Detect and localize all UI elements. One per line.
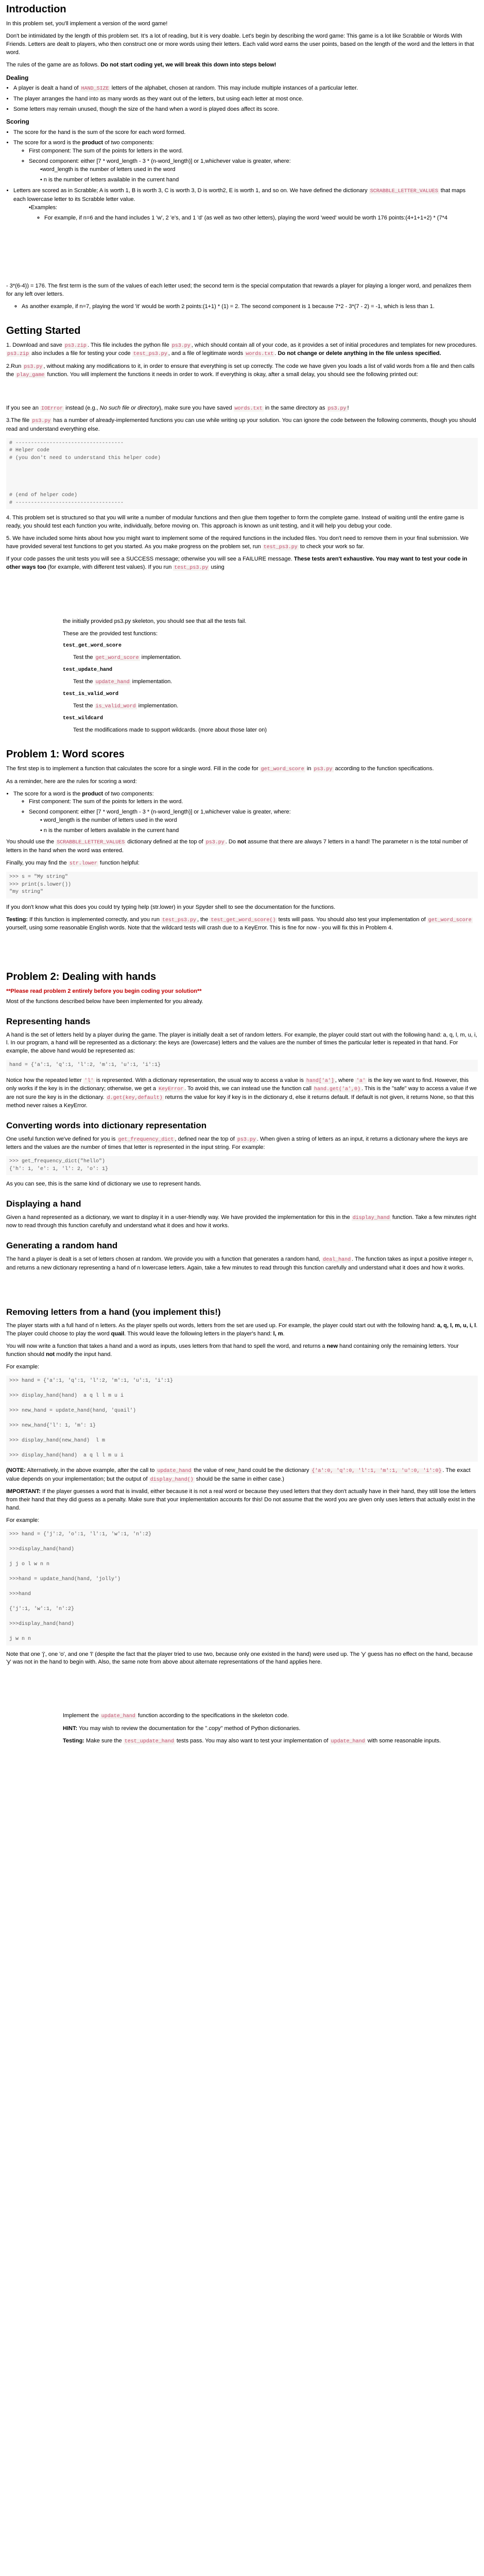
representing-hands-heading: Representing hands	[6, 1016, 91, 1026]
example-1: ◦ For example, if n=6 and the hand includes 1 'w', 2 'e's, and 1 'd' (as well as two other letters), playing the word 'weed' would be worth 176 points:(4+1+1+2) * (7*4	[44, 214, 478, 223]
intro-p2: Don't be intimidated by the length of this problem set. It's a lot of reading, but it is very doable. Let's begin by describing the word game: This game is a lot like Scrabble or Words With Friends. Letters are dealt to players, who then construct one or more words using their letters. Each valid word earns the user points, based on the length of the word and the letters in that word.	[6, 32, 474, 56]
p2-warning: **Please read problem 2 entirely before you begin coding your solution**	[6, 988, 202, 995]
gs-step-9: These are the provided test functions:	[63, 630, 158, 637]
intro-p1: In this problem set, you'll implement a version of the word game!	[6, 21, 168, 27]
intro-p3: The rules of the game are as follows. Do not start coding yet, we will break this down into steps below!	[6, 61, 276, 68]
scoring-rule-1: • The score for the hand is the sum of the score for each word formed.	[13, 129, 478, 137]
rep-para-1: A hand is the set of letters held by a player during the game. The player is initially dealt a set of random letters. For example, the player could start out with the following hand: a, q, l, m, u, i, l. In our program, a hand will be represented as a dictionary: the keys are (lowercase) letters and the values are the number of times the particular letter is repeated in that hand. For example, the above hand would be represented as:	[6, 1031, 477, 1055]
disp-para-1: Given a hand represented as a dictionary, we want to display it in a user-friendly way. We have provided the implementation for this in the display_hand function. Take a few minutes right now to read through this function carefully and understand what it does and how it works.	[6, 1214, 476, 1229]
scoring-second-component: ◦ Second component: either [7 * word_length - 3 * (n-word_length)] or 1,whichever value is greater, where: •word_length is the number of letters used in the word • n is the number of letters available in the current hand	[29, 158, 478, 184]
rem-para-7: Note that one 'j', one 'o', and one 'l' (despite the fact that the player tried to use two, because only one existed in the hand) were used up. The 'y' guess has no effect on the hand, because 'y' was not in the hand to begin with. Also, the same note from above about alternate representations of the hand applies here.	[6, 1651, 473, 1666]
jolly-code-block: >>> hand = {'j':2, 'o':1, 'l':1, 'w':1, 'n':2} >>>display_hand(hand) j j o l w n n >>>hand = update_hand(hand, 'jolly') >>>hand {'j':1, 'w':1, 'n':2} >>>display_hand(hand) j w n n	[6, 1529, 478, 1646]
test-desc-2: Test the update_hand implementation.	[73, 679, 172, 686]
scoring-dash-2: • n is the number of letters available in the current hand	[40, 176, 179, 183]
test-desc-1: Test the get_word_score implementation.	[73, 654, 182, 662]
p1-rule-1: • The score for a word is the product of two components: ◦ First component: The sum of the points for letters in the word. ◦ Second component: either [7 * word_length - 3 * (n-word_length)] or 1,whichever value is greater, where: • word_length is the number of letters used in the word • n is the number of letters available in the current hand	[13, 790, 478, 836]
getting-started-title: Getting Started	[6, 325, 81, 336]
examples-label: •Examples:	[29, 204, 58, 211]
rem-para-5: IMPORTANT: If the player guesses a word that is invalid, either because it is not a real word or because they used letters that they don't actually have in their hand, they still lose the letters from their hand that they did guess as a penalty. Make sure that your implementation accounts for this! Do not assume that the word you are given only uses letters that actually exist in the hand.	[6, 1488, 476, 1512]
lower-code-block: >>> s = "My string" >>> print(s.lower()) "my string"	[6, 872, 478, 899]
gs-step-5: 4. This problem set is structured so that you will write a number of modular functions and then glue them together to form the complete game. Instead of waiting until the entire game is ready, you should test each function you write, individually, before moving on. This approach is known as unit testing, and it will help you debug your code.	[6, 515, 464, 529]
test-desc-4: Test the modifications made to support wildcards. (more about those later on)	[73, 727, 267, 734]
gs-step-4: 3.The file ps3.py has a number of already-implemented functions you can use while writing up your solution. You can ignore the code between the following comments, though you should read and understand everything else.	[6, 417, 476, 432]
scoring-rule-3: • Letters are scored as in Scrabble; A is worth 1, B is worth 3, C is worth 3, D is worth2, E is worth 1, and so on. We have defined the dictionary SCRABBLE_LETTER_VALUES that maps each lowercase letter to its Scrabble letter value. •Examples: ◦ For example, if n=6 and the hand includes 1 'w', 2 'e's, and 1 'd' (as well as two other letters), playing the word 'weed' would be worth 176 points:(4+1+1+2) * (7*4	[13, 187, 478, 222]
rem-para-3: For example:	[6, 1363, 40, 1370]
test-name-2: test_update_hand	[63, 667, 113, 673]
problem-1-title: Problem 1: Word scores	[6, 749, 125, 760]
p1-para-4: Finally, you may find the str.lower function helpful:	[6, 859, 140, 867]
gs-step-8: the initially provided ps3.py skeleton, you should see that all the tests fail.	[63, 618, 247, 624]
gs-step-3: If you see an IOError instead (e.g., No such file or directory), make sure you have saved words.txt in the same directory as ps3.py !	[6, 404, 349, 412]
dealing-rule-1: • A player is dealt a hand of HAND_SIZE letters of the alphabet, chosen at random. This may include multiple instances of a particular letter.	[13, 84, 478, 93]
dealing-list	[6, 84, 478, 113]
rep-para-2: Notice how the repeated letter 'l' is represented. With a dictionary representation, the usual way to access a value is hand['a'] , where 'a' is the key we want to find. However, this only works if the key is in the dictionary; otherwise, we get a KeyError . To avoid this, we can instead use the function call hand.get('a',0) . This is the "safe" way to access a value if we are not sure the key is in the dictionary. d.get(key,default) returns the value for key if key is in the dictionary d, else it returns default. If default is not given, it returns None, so that this method never raises a KeyError.	[6, 1077, 477, 1109]
generating-hand-heading: Generating a random hand	[6, 1241, 118, 1251]
displaying-hand-heading: Displaying a hand	[6, 1199, 81, 1209]
problem-2-title: Problem 2: Dealing with hands	[6, 971, 157, 983]
p1-para-3: You should use the SCRABBLE_LETTER_VALUES dictionary defined at the top of ps3.py . Do not assume that there are always 7 letters in a hand! The parameter n is the total number of letters in the hand when the word was entered.	[6, 839, 468, 854]
scoring-list	[6, 129, 478, 223]
scoring-rule-2: • The score for a word is the product of two components: ◦ First component: The sum of the points for letters in the word. ◦ Second component: either [7 * word_length - 3 * (n-word_length)] or 1,whichever value is greater, where: •word_length is the number of letters used in the word • n is the number of letters available in the current hand	[13, 139, 478, 184]
p1-para-5: If you don't know what this does you could try typing help (str.lower) in your Spyder shell to see the documentation for the functions.	[6, 904, 336, 910]
impl-para-3: Testing: Make sure the test_update_hand tests pass. You may also want to test your implementation of update_hand with some reasonable inputs.	[63, 1737, 441, 1744]
p1-para-1: The first step is to implement a function that calculates the score for a single word. Fill in the code for get_word_score in ps3.py according to the function specifications.	[6, 766, 434, 773]
frequency-code-block: >>> get_frequency_dict("hello") {'h': 1, 'e': 1, 'l': 2, 'o': 1}	[6, 1156, 478, 1175]
scoring-heading: Scoring	[6, 118, 29, 126]
dealing-rule-3: • Some letters may remain unused, though the size of the hand when a word is played does affect its score.	[13, 106, 478, 114]
p1-para-2: As a reminder, here are the rules for scoring a word:	[6, 778, 137, 785]
test-name-3: test_is_valid_word	[63, 691, 119, 697]
example-3: ◦ As another example, if n=7, playing the word 'it' would be worth 2 points:(1+1) * (1) = 2. The second component is 1 because 7*2 - 3*(7 - 2) = -1, which is less than 1.	[22, 303, 478, 311]
gs-step-1: 1. Download and save ps3.zip . This file includes the python file ps3.py , which should contain all of your code, as it provides a set of initial procedures and templates for new procedures. ps3.zip also includes a file for testing your code test_ps3.py , and a file of legitimate words words.txt . Do not change or delete anything in the file unless specified.	[6, 342, 477, 358]
impl-para-2: HINT: You may wish to review the documentation for the ".copy" method of Python dictionaries.	[63, 1725, 301, 1732]
intro-p3-bold: Do not start coding yet, we will break this down into steps below!	[100, 61, 276, 68]
p1-rule-dash-1: • word_length is the number of letters used in the word	[40, 817, 177, 824]
test-list	[63, 642, 478, 735]
converting-words-heading: Converting words into dictionary representation	[6, 1121, 207, 1131]
scoring-dash-1: •word_length is the number of letters used in the word	[40, 166, 176, 173]
gen-para-1: The hand a player is dealt is a set of letters chosen at random. We provide you with a function that generates a random hand, deal_hand . The function takes as input a positive integer n, and returns a new dictionary representing a hand of n lowercase letters. Again, take a few minutes to read through this function carefully and understand what it does and how it works.	[6, 1256, 473, 1271]
test-name-4: test_wildcard	[63, 715, 103, 721]
rem-para-6: For example:	[6, 1517, 40, 1524]
impl-para-1: Implement the update_hand function according to the specifications in the skeleton code.	[63, 1713, 289, 1720]
test-desc-3: Test the is_valid_word implementation.	[73, 703, 179, 710]
update-hand-code-block: >>> hand = {'a':1, 'q':1, 'l':2, 'm':1, 'u':1, 'i':1} >>> display_hand(hand) a q l l m u i >>> new_hand = update_hand(hand, 'quail') >>> new_hand{'l': 1, 'm': 1} >>> display_hand(new_hand) l m >>> display_hand(hand) a q l l m u i	[6, 1376, 478, 1462]
intro-title: Introduction	[6, 4, 66, 15]
gs-step-6: 5. We have included some hints about how you might want to implement some of the required functions in the included files. You don't need to remove them in your final submission. We have provided several test functions to get you started. As you make progress on the problem set, run test_ps3.py to check your work so far.	[6, 535, 469, 550]
test-name-1: test_get_word_score	[63, 642, 122, 649]
rem-para-1: The player starts with a full hand of n letters. As the player spells out words, letters from the set are used up. For example, the player could start out with the following hand: a, q, l, m, u, i, l. The player could choose to play the word quail. This would leave the following letters in the player's hand: l, m.	[6, 1323, 478, 1337]
p1-para-6: Testing: If this function is implemented correctly, and you run test_ps3.py , the test_get_word_score() tests will pass. You should also test your implementation of get_word_score yourself, using some reasonable English words. Note that the wildcard tests will crash due to a KeyError. This is fine for now - you will fix this in Problem 4.	[6, 916, 472, 931]
gs-step-7: If your code passes the unit tests you will see a SUCCESS message; otherwise you will see a FAILURE message. These tests aren't exhaustive. You may want to test your code in other ways too (for example, with different test values). If you run test_ps3.py using	[6, 556, 468, 571]
p1-rule-second: ◦ Second component: either [7 * word_length - 3 * (n-word_length)] or 1,whichever value is greater, where: • word_length is the number of letters used in the word • n is the number of letters available in the current hand	[29, 808, 478, 835]
gs-step-2: 2.Run ps3.py , without making any modifications to it, in order to ensure that everything is set up correctly. The code we have given you loads a list of valid words from a file and then calls the play_game function. You will implement the functions it needs in order to work. If everything is okay, after a small delay, you should see the following printed out:	[6, 363, 475, 379]
example-2: - 3*(6-4)) = 176. The first term is the sum of the values of each letter used; the second term is the special computation that rewards a player for playing a longer word, and penalizes them for any left over letters.	[6, 282, 472, 297]
removing-letters-heading: Removing letters from a hand (you implement this!)	[6, 1307, 221, 1317]
p1-rules	[6, 790, 478, 836]
conv-para-1: One useful function we've defined for you is get_frequency_dict , defined near the top of ps3.py . When given a string of letters as an input, it returns a dictionary where the keys are letters and the values are the number of times that letter is represented in the input string. For example:	[6, 1136, 468, 1151]
dealing-rule-2: • The player arranges the hand into as many words as they want out of the letters, but using each letter at most once.	[13, 95, 478, 104]
helper-code-block: # ----------------------------------- # Helper code # (you don't need to understand this helper code) # (end of helper code) # -----------------------------------	[6, 438, 478, 510]
hand-code-block: hand = {'a':1, 'q':1, 'l':2, 'm':1, 'u':1, 'i':1}	[6, 1060, 478, 1072]
dealing-heading: Dealing	[6, 74, 29, 81]
p2-intro: Most of the functions described below have been implemented for you already.	[6, 998, 203, 1005]
p1-rule-dash-2: • n is the number of letters available in the current hand	[40, 827, 179, 834]
rem-para-2: You will now write a function that takes a hand and a word as inputs, uses letters from that hand to spell the word, and returns a new hand containing only the remaining letters. Your function should not modify the input hand.	[6, 1343, 459, 1358]
p1-rule-first: ◦ First component: The sum of the points for letters in the word.	[29, 798, 478, 806]
rem-para-4: (NOTE: Alternatively, in the above example, after the call to update_hand the value of new_hand could be the dictionary {'a':0, 'q':0, 'l':1, 'm':1, 'u':0, 'i':0} . The exact value depends on your implementation; but the output of display_hand() should be the same in either case.)	[6, 1467, 471, 1483]
conv-para-2: As you can see, this is the same kind of dictionary we use to represent hands.	[6, 1181, 202, 1188]
scoring-first-component: ◦ First component: The sum of the points for letters in the word.	[29, 147, 478, 156]
